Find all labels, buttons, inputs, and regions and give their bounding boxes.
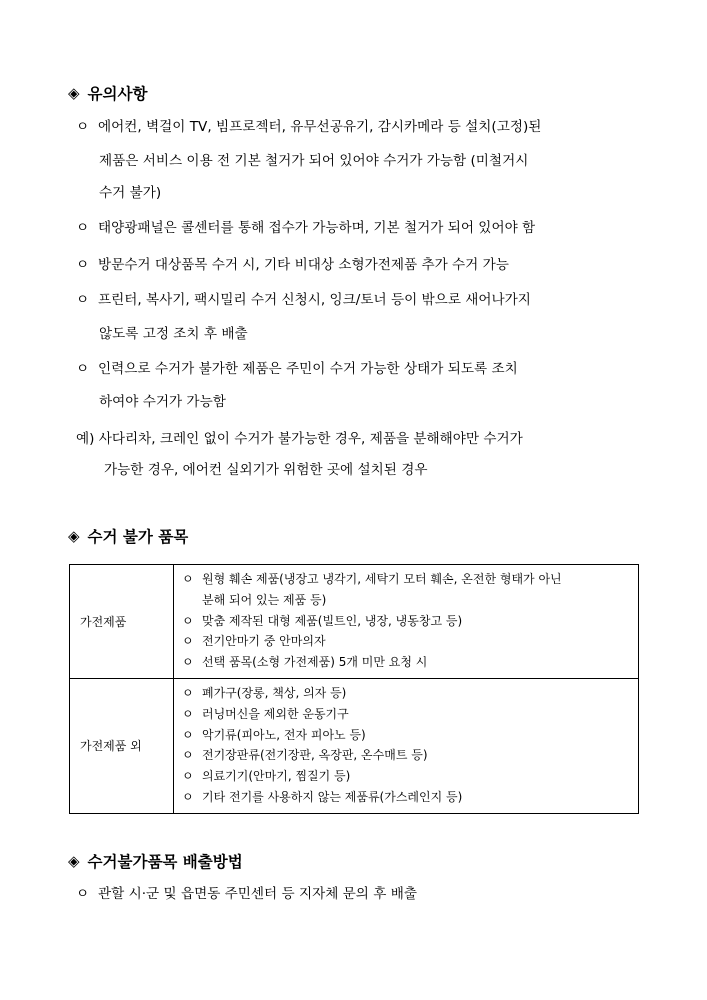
list-item	[182, 704, 638, 725]
category-cell: 가전제품 외	[70, 678, 174, 813]
note-text: 프린터, 복사기, 팩시밀리 수거 신청시, 잉크/토너 등이 밖으로 새어나가지	[98, 292, 531, 308]
bullet-icon: ㅇ	[182, 572, 194, 586]
bullet-icon: ㅇ	[182, 685, 194, 700]
item-text: 전기장판류(전기장판, 옥장판, 온수매트 등)	[202, 748, 428, 763]
disposal-text: 관할 시·군 및 읍면동 주민센터 등 지자체 문의 후 배출	[98, 886, 417, 902]
list-item	[182, 745, 638, 766]
section-title-text: 유의사항	[87, 85, 148, 103]
list-item	[182, 725, 638, 746]
note-text: 방문수거 대상품목 수거 시, 기타 비대상 소형가전제품 추가 수거 가능	[98, 257, 509, 273]
items-cell	[174, 565, 639, 679]
list-item	[182, 766, 638, 787]
bullet-icon: ㅇ	[182, 613, 194, 628]
bullet-icon: ㅇ	[182, 706, 194, 721]
bullet-icon: ㅇ	[76, 257, 90, 273]
item-text: 기타 전기를 사용하지 않는 제품류(가스레인지 등)	[202, 789, 463, 804]
bullet-icon: ㅇ	[182, 655, 194, 670]
diamond-icon: ◈	[68, 84, 80, 102]
bullet-icon: ㅇ	[182, 748, 194, 763]
item-text: 폐가구(장롱, 책상, 의자 등)	[202, 685, 347, 700]
item-text: 맞춤 제작된 대형 제품(빌트인, 냉장, 냉동창고 등)	[202, 613, 463, 628]
list-item	[182, 631, 638, 652]
section-title-text: 수거 불가 품목	[87, 528, 189, 546]
note-text-cont: 하여야 수거가 가능함	[99, 394, 226, 410]
bullet-icon: ㅇ	[76, 119, 90, 135]
note-text: 에어컨, 벽걸이 TV, 빔프로젝터, 유무선공유기, 감시카메라 등 설치(고정)된	[98, 119, 542, 135]
category-cell: 가전제품	[70, 565, 174, 679]
list-item	[182, 787, 638, 808]
list-item	[182, 683, 638, 704]
bullet-icon: ㅇ	[76, 886, 90, 902]
list-item	[182, 652, 638, 673]
diamond-icon: ◈	[68, 852, 80, 870]
bullet-icon: ㅇ	[76, 220, 90, 236]
bullet-icon: ㅇ	[182, 727, 194, 742]
bullet-icon: ㅇ	[182, 769, 194, 784]
item-text-cont: 분해 되어 있는 제품 등)	[202, 592, 327, 607]
item-text: 선택 품목(소형 가전제품) 5개 미만 요청 시	[202, 655, 428, 670]
bullet-icon: ㅇ	[182, 634, 194, 649]
item-text: 의료기기(안마기, 찜질기 등)	[202, 769, 351, 784]
note-text-cont: 제품은 서비스 이용 전 기본 철거가 되어 있어야 수거가 가능함 (미철거시	[99, 153, 529, 169]
diamond-icon: ◈	[68, 527, 80, 545]
list-item	[182, 569, 638, 590]
note-text: 인력으로 수거가 불가한 제품은 주민이 수거 가능한 상태가 되도록 조치	[98, 361, 518, 377]
bullet-icon: ㅇ	[182, 789, 194, 804]
section-title-disposal	[68, 850, 243, 872]
item-text: 악기류(피아노, 전자 피아노 등)	[202, 727, 366, 742]
table-row	[70, 565, 639, 679]
note-text: 태양광패널은 콜센터를 통해 접수가 가능하며, 기본 철거가 되어 있어야 함	[98, 220, 536, 236]
section-title-text: 수거불가품목 배출방법	[87, 853, 243, 871]
list-item	[182, 611, 638, 632]
section-title-notes	[68, 82, 147, 104]
item-text: 원형 훼손 제품(냉장고 냉각기, 세탁기 모터 훼손, 온전한 형태가 아닌	[202, 572, 562, 586]
bullet-icon: ㅇ	[76, 361, 90, 377]
table-row	[70, 678, 639, 813]
bullet-icon: ㅇ	[76, 292, 90, 308]
items-cell	[174, 678, 639, 813]
example-text-cont: 가능한 경우, 에어컨 실외기가 위험한 곳에 설치된 경우	[104, 462, 428, 478]
note-text-cont: 수거 불가)	[99, 185, 162, 201]
item-text: 러닝머신을 제외한 운동기구	[202, 706, 349, 721]
section-title-excluded	[68, 525, 188, 547]
item-text: 전기안마기 중 안마의자	[202, 634, 326, 649]
note-text-cont: 않도록 고정 조치 후 배출	[99, 326, 248, 342]
example-text: 예) 사다리차, 크레인 없이 수거가 불가능한 경우, 제품을 분해해야만 수거가	[76, 431, 523, 447]
excluded-items-table	[69, 564, 639, 814]
